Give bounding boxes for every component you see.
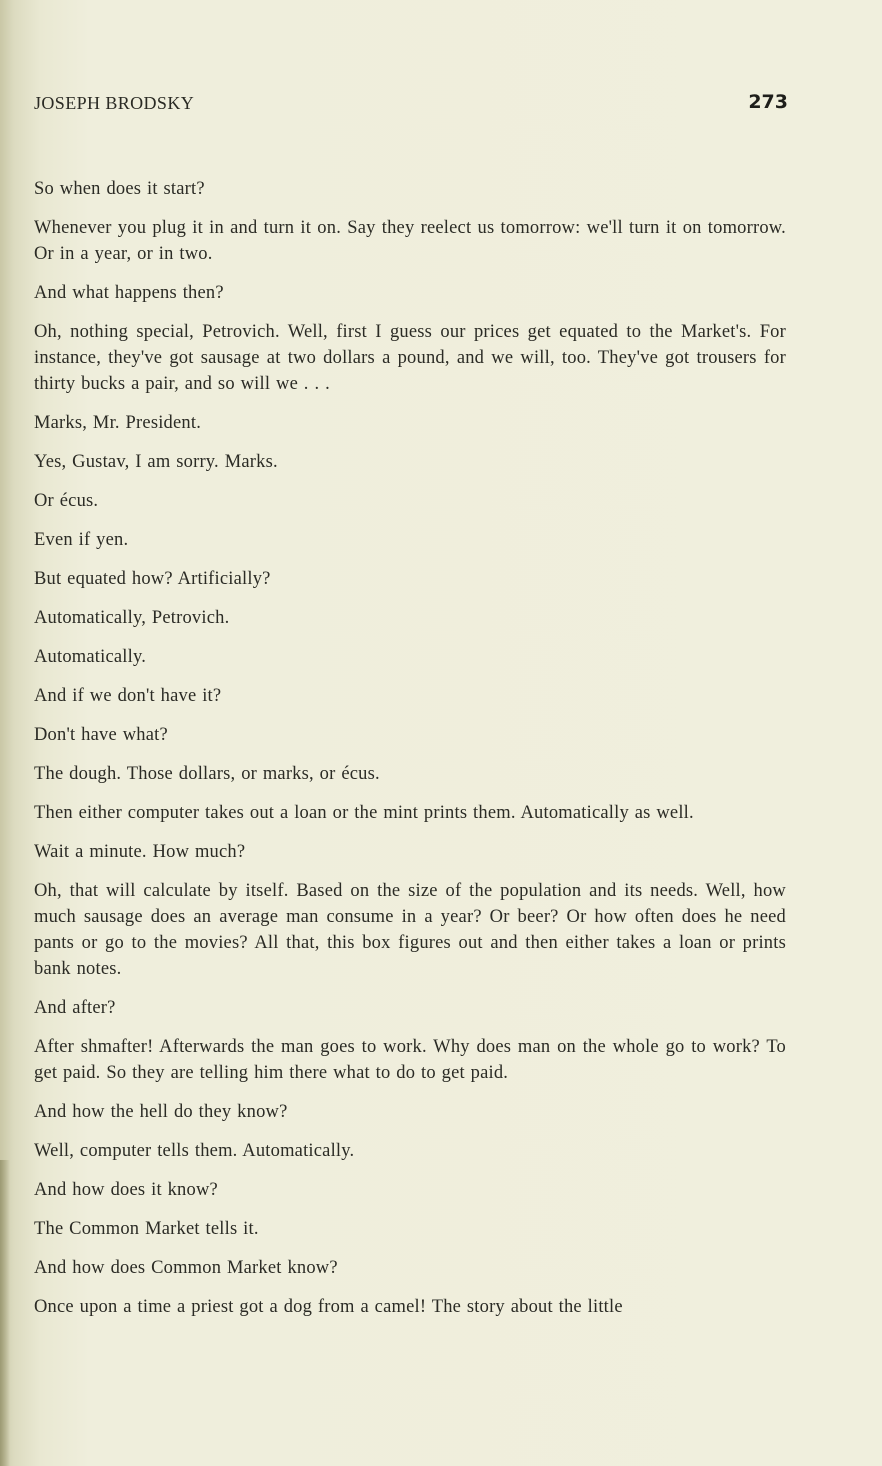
page-number: 273 [748,91,788,113]
paragraph: Or écus. [34,491,99,511]
paragraph: And what happens then? [34,283,224,303]
body-text [34,176,786,1333]
paragraph: So when does it start? [34,179,205,199]
page-header [34,93,788,123]
paragraph: Oh, that will calculate by itself. Based on the size of the population and its needs. Well, how much sausage does an average man consume in a year? Or beer? Or how often does he need pants or go to the movies? All that, this box figures out and then either takes a loan or prints bank notes. [34,881,786,979]
paragraph: Once upon a time a priest got a dog from a camel! The story about the little [34,1297,623,1317]
paragraph: Well, computer tells them. Automatically. [34,1141,355,1161]
paragraph: The Common Market tells it. [34,1219,259,1239]
paragraph: Whenever you plug it in and turn it on. Say they reelect us tomorrow: we'll turn it on tomorrow. Or in a year, or in two. [34,218,786,264]
paragraph: Then either computer takes out a loan or the mint prints them. Automatically as well. [34,803,694,823]
paragraph: Automatically. [34,647,147,667]
paragraph: And how does it know? [34,1180,218,1200]
paragraph: And if we don't have it? [34,686,222,706]
paragraph: Even if yen. [34,530,129,550]
paragraph: Automatically, Petrovich. [34,608,230,628]
paragraph: Marks, Mr. President. [34,413,202,433]
running-head: JOSEPH BRODSKY [34,93,195,113]
gutter-shadow [0,1160,10,1466]
paragraph: But equated how? Artificially? [34,569,271,589]
paragraph: After shmafter! Afterwards the man goes to work. Why does man on the whole go to work? To get paid. So they are telling him there what to do to get paid. [34,1037,786,1083]
paragraph: Yes, Gustav, I am sorry. Marks. [34,452,278,472]
paragraph: And how does Common Market know? [34,1258,338,1278]
paragraph: Wait a minute. How much? [34,842,246,862]
paragraph: Oh, nothing special, Petrovich. Well, first I guess our prices get equated to the Market's. For instance, they've got sausage at two dollars a pound, and we will, too. They've got trousers for thirty bucks a pair, and so will we . . . [34,322,786,394]
paragraph: And after? [34,998,116,1018]
paragraph: Don't have what? [34,725,168,745]
paragraph: The dough. Those dollars, or marks, or écus. [34,764,380,784]
paragraph: And how the hell do they know? [34,1102,288,1122]
